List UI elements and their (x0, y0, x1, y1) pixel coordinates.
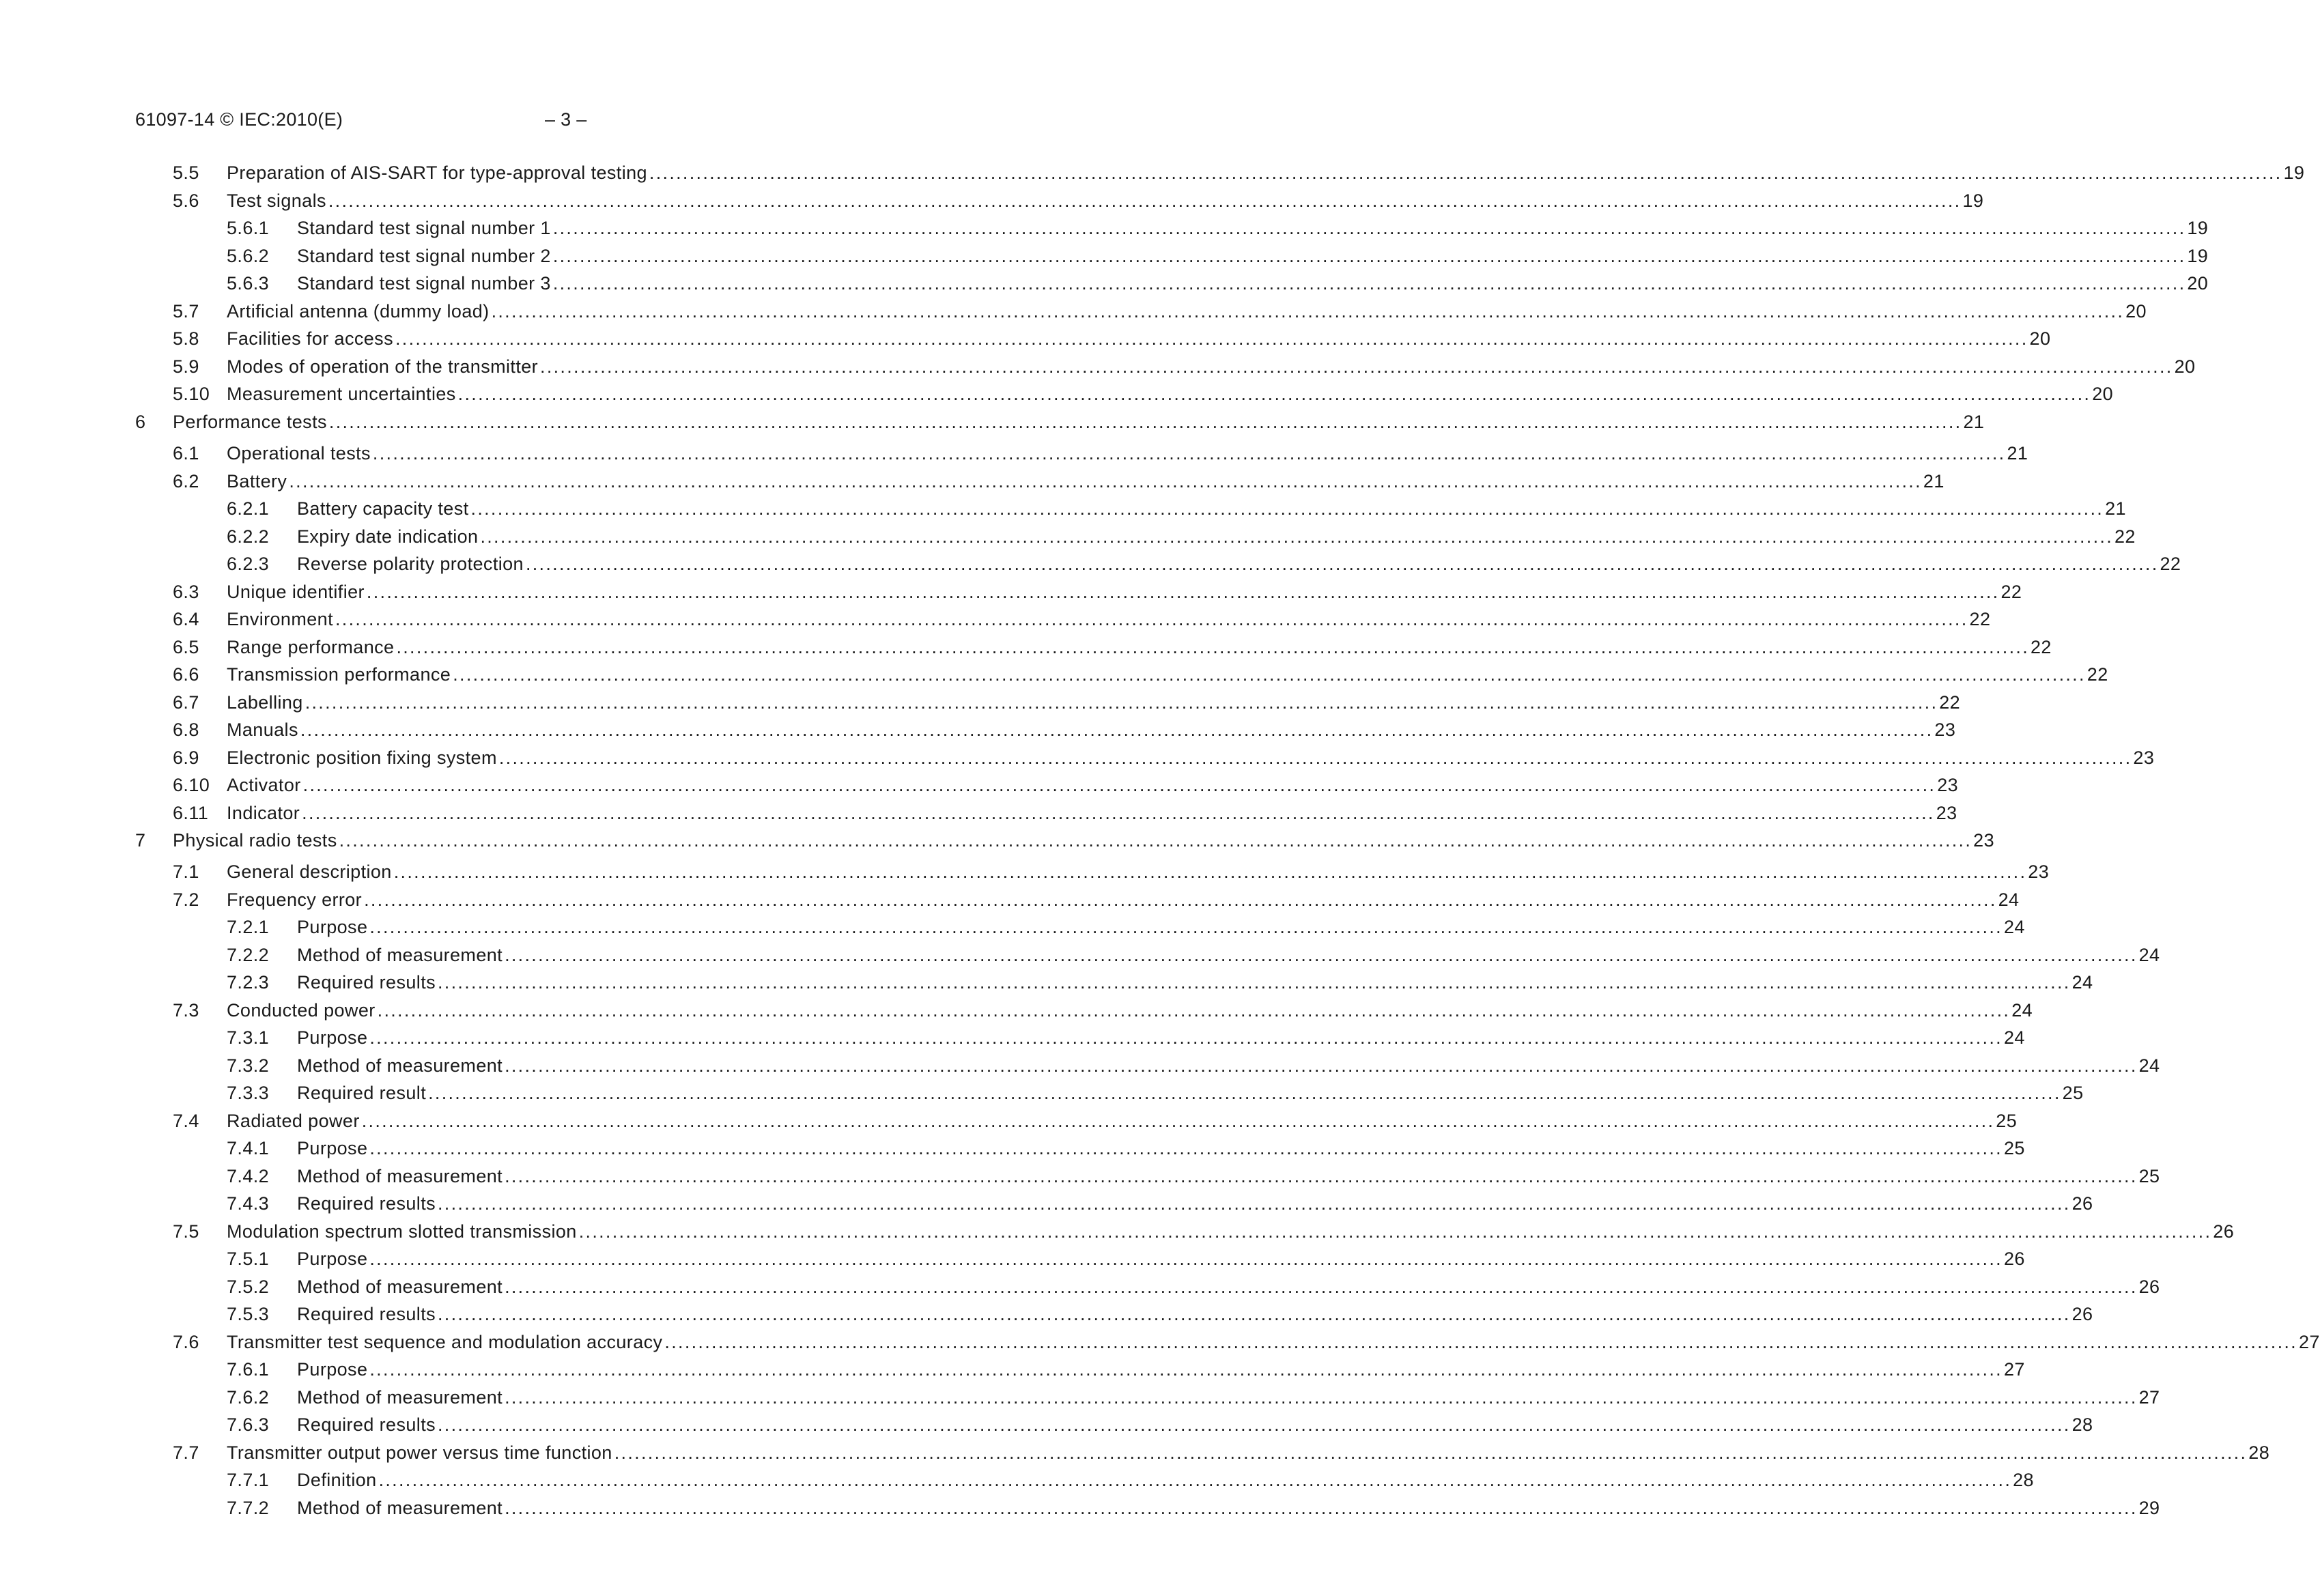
toc-entry-line (297, 1300, 2093, 1328)
toc-entry-line (227, 1328, 2320, 1356)
toc-entry-number: 7.1 (173, 861, 199, 882)
dot-leader: .................................................................................................................................................................................................................................................... (457, 384, 2091, 404)
toc-entry[interactable] (0, 523, 2136, 550)
toc-entry-number: 6.2.2 (227, 526, 270, 547)
toc-entry[interactable] (0, 1273, 2160, 1300)
toc-entry[interactable] (0, 1494, 2160, 1522)
dot-leader: .................................................................................................................................................................................................................................................... (328, 412, 1962, 432)
toc-entry-title: Required results (297, 1411, 438, 1438)
toc-entry[interactable] (0, 1439, 2270, 1466)
toc-entry[interactable] (0, 661, 2108, 688)
dot-leader: .................................................................................................................................................................................................................................................... (369, 1027, 2003, 1048)
toc-entry-page: 27 (2003, 1356, 2025, 1383)
toc-entry-number: 6.10 (173, 775, 210, 795)
toc-entry-number: 7.3.2 (227, 1055, 270, 1076)
toc-entry[interactable] (0, 1190, 2093, 1217)
toc-entry-line (173, 408, 1985, 436)
toc-entry-number: 7 (135, 830, 146, 851)
toc-entry-number: 7.3.3 (227, 1083, 270, 1103)
dot-leader: .................................................................................................................................................................................................................................................... (339, 830, 1972, 851)
toc-entry[interactable] (0, 550, 2181, 578)
toc-entry[interactable] (0, 1300, 2093, 1328)
toc-entry-title: Standard test signal number 3 (297, 270, 553, 297)
dot-leader: .................................................................................................................................................................................................................................................... (505, 1277, 2138, 1297)
toc-entry-number: 6.1 (173, 443, 199, 464)
dot-leader: .................................................................................................................................................................................................................................................... (302, 803, 1935, 823)
dot-leader: .................................................................................................................................................................................................................................................... (395, 328, 2028, 349)
toc-entry-title: Test signals (227, 187, 328, 214)
toc-entry-title: Standard test signal number 1 (297, 214, 553, 242)
toc-entry[interactable] (0, 605, 1991, 633)
toc-entry-title: Preparation of AIS-SART for type-approval testing (227, 159, 649, 186)
toc-entry-title: Performance tests (173, 408, 329, 436)
toc-entry-page: 26 (2071, 1300, 2093, 1328)
toc-entry-number: 5.6.1 (227, 218, 270, 238)
toc-entry-number: 7.5 (173, 1221, 199, 1242)
toc-entry[interactable] (0, 325, 2051, 352)
dot-leader: .................................................................................................................................................................................................................................................... (453, 664, 2086, 685)
toc-entry-number: 7.3.1 (227, 1027, 270, 1048)
toc-entry-number: 6.9 (173, 747, 199, 768)
toc-entry-title: Activator (227, 771, 303, 799)
toc-entry-line (297, 1384, 2160, 1411)
toc-entry[interactable] (0, 1052, 2160, 1079)
toc-entry-line (297, 1273, 2160, 1300)
toc-entry-number: 5.6.2 (227, 246, 270, 266)
dot-leader: .................................................................................................................................................................................................................................................... (393, 861, 2027, 882)
toc-entry-title: Definition (297, 1466, 379, 1494)
toc-entry-page: 22 (1968, 605, 1991, 633)
toc-entry-number: 7.5.2 (227, 1277, 270, 1297)
toc-entry-number: 5.9 (173, 356, 199, 377)
toc-entry[interactable] (0, 380, 2114, 408)
toc-entry-line (297, 1190, 2093, 1217)
dot-leader: .................................................................................................................................................................................................................................................... (438, 1193, 2071, 1214)
toc-entry-page: 27 (2297, 1328, 2320, 1356)
toc-entry-title: Physical radio tests (173, 827, 339, 854)
toc-entry-title: Conducted power (227, 997, 378, 1024)
toc-entry-line (227, 799, 1957, 827)
toc-entry-line (227, 298, 2147, 325)
dot-leader: .................................................................................................................................................................................................................................................... (302, 775, 1936, 795)
toc-entry[interactable] (0, 997, 2033, 1024)
toc-entry[interactable] (0, 1079, 2084, 1107)
toc-entry-line (297, 1052, 2160, 1079)
toc-entry-title: Required result (297, 1079, 428, 1107)
dot-leader: .................................................................................................................................................................................................................................................... (505, 1166, 2138, 1186)
dot-leader: .................................................................................................................................................................................................................................................... (377, 1000, 2011, 1021)
dot-leader: .................................................................................................................................................................................................................................................... (649, 162, 2282, 183)
toc-entry-title: Purpose (297, 1135, 369, 1162)
toc-entry-number: 5.10 (173, 384, 210, 404)
toc-entry[interactable] (0, 408, 1985, 436)
dot-leader: .................................................................................................................................................................................................................................................... (578, 1221, 2212, 1242)
dot-leader: .................................................................................................................................................................................................................................................... (305, 692, 1938, 713)
toc-entry-page: 20 (2185, 270, 2208, 297)
toc-entry-number: 6.2.3 (227, 554, 270, 574)
toc-entry-page: 25 (2138, 1163, 2160, 1190)
toc-entry-page: 21 (1922, 468, 1944, 495)
dot-leader: .................................................................................................................................................................................................................................................... (664, 1332, 2297, 1352)
toc-entry-page: 23 (1935, 799, 1957, 827)
toc-entry-title: Frequency error (227, 886, 364, 913)
toc-entry-page: 19 (2185, 214, 2208, 242)
toc-entry-page: 26 (2071, 1190, 2093, 1217)
toc-entry-page: 22 (2029, 633, 2052, 661)
toc-entry-title: Radiated power (227, 1107, 362, 1135)
toc-entry-line (227, 1218, 2235, 1245)
toc-entry[interactable] (0, 468, 1944, 495)
toc-entry-title: Environment (227, 605, 335, 633)
toc-entry-line (227, 353, 2196, 380)
toc-entry-number: 7.6.3 (227, 1414, 270, 1435)
toc-entry-line (227, 744, 2155, 771)
toc-entry-page: 21 (1962, 408, 1984, 436)
toc-entry-line (227, 380, 2114, 408)
toc-entry-number: 7.7.2 (227, 1498, 270, 1518)
toc-entry-title: Transmitter output power versus time function (227, 1439, 614, 1466)
toc-entry-number: 6.5 (173, 637, 199, 657)
toc-entry-title: Required results (297, 1300, 438, 1328)
toc-entry[interactable] (0, 270, 2209, 297)
toc-entry[interactable] (0, 495, 2126, 522)
toc-entry-page: 19 (2185, 242, 2208, 270)
dot-leader: .................................................................................................................................................................................................................................................... (335, 609, 1968, 629)
toc-entry-page: 27 (2138, 1384, 2160, 1411)
toc-entry-page: 20 (2091, 380, 2113, 408)
toc-entry-title: Manuals (227, 716, 300, 743)
toc-entry-number: 5.5 (173, 162, 199, 183)
toc-entry-line (297, 1411, 2093, 1438)
toc-entry-number: 5.8 (173, 328, 199, 349)
toc-entry-page: 25 (1994, 1107, 2017, 1135)
toc-entry[interactable] (0, 1466, 2034, 1494)
toc-entry[interactable] (0, 1218, 2235, 1245)
toc-entry-number: 7.4.1 (227, 1138, 270, 1158)
toc-entry[interactable] (0, 1356, 2025, 1383)
toc-entry-number: 6 (135, 412, 146, 432)
toc-entry-line (227, 633, 2052, 661)
toc-entry-title: Transmission performance (227, 661, 453, 688)
dot-leader: .................................................................................................................................................................................................................................................... (369, 1359, 2003, 1380)
toc-entry-number: 7.6 (173, 1332, 199, 1352)
toc-entry-page: 23 (1933, 716, 1955, 743)
toc-entry-title: Purpose (297, 1356, 369, 1383)
toc-entry[interactable] (0, 633, 2052, 661)
toc-entry-line (227, 689, 1961, 716)
toc-entry-title: Measurement uncertainties (227, 380, 458, 408)
toc-entry[interactable] (0, 913, 2025, 941)
toc-entry[interactable] (0, 689, 1961, 716)
toc-entry-page: 24 (2003, 913, 2025, 941)
toc-entry-line (227, 468, 1944, 495)
toc-entry[interactable] (0, 298, 2147, 325)
toc-entry[interactable] (0, 858, 2050, 885)
toc-entry-page: 24 (2138, 1052, 2160, 1079)
toc-entry-title: Method of measurement (297, 941, 505, 969)
page-number: – 3 – (545, 109, 587, 130)
toc-entry-line (297, 1163, 2160, 1190)
toc-entry[interactable] (0, 159, 2305, 186)
toc-entry-page: 24 (2010, 997, 2033, 1024)
toc-entry-title: Electronic position fixing system (227, 744, 499, 771)
toc-entry-line (297, 550, 2181, 578)
toc-entry-line (227, 187, 1984, 214)
toc-entry-page: 22 (2113, 523, 2136, 550)
dot-leader: .................................................................................................................................................................................................................................................... (369, 917, 2003, 937)
dot-leader: .................................................................................................................................................................................................................................................... (396, 637, 2029, 657)
dot-leader: .................................................................................................................................................................................................................................................... (366, 582, 2000, 602)
dot-leader: .................................................................................................................................................................................................................................................... (614, 1442, 2248, 1463)
toc-entry-page: 24 (2003, 1024, 2025, 1051)
dot-leader: .................................................................................................................................................................................................................................................... (540, 356, 2173, 377)
toc-entry-page: 24 (1997, 886, 2020, 913)
dot-leader: .................................................................................................................................................................................................................................................... (498, 747, 2132, 768)
toc-entry-number: 7.3 (173, 1000, 199, 1021)
toc-entry-line (227, 1107, 2018, 1135)
toc-entry-title: Standard test signal number 2 (297, 242, 553, 270)
toc-entry-line (173, 827, 1995, 854)
dot-leader: .................................................................................................................................................................................................................................................... (289, 471, 1922, 491)
toc-entry-title: Expiry date indication (297, 523, 480, 550)
toc-entry-page: 24 (2071, 969, 2093, 996)
toc-entry-title: Battery (227, 468, 289, 495)
toc-entry-title: Unique identifier (227, 578, 367, 605)
dot-leader: .................................................................................................................................................................................................................................................... (505, 1387, 2138, 1408)
toc-entry-number: 7.6.2 (227, 1387, 270, 1408)
dot-leader: .................................................................................................................................................................................................................................................... (552, 218, 2186, 238)
toc-entry-line (227, 325, 2051, 352)
toc-entry-title: Method of measurement (297, 1052, 505, 1079)
toc-entry-line (297, 523, 2136, 550)
toc-entry-line (297, 1135, 2025, 1162)
toc-entry-page: 28 (2071, 1411, 2093, 1438)
toc-entry-page: 20 (2124, 298, 2147, 325)
dot-leader: .................................................................................................................................................................................................................................................... (470, 498, 2104, 519)
toc-entry-number: 7.2.3 (227, 972, 270, 993)
toc-entry-line (297, 1356, 2025, 1383)
toc-entry-page: 24 (2138, 941, 2160, 969)
toc-entry-line (227, 440, 2028, 467)
toc-entry[interactable] (0, 941, 2160, 969)
toc-entry-line (297, 495, 2126, 522)
dot-leader: .................................................................................................................................................................................................................................................... (438, 1414, 2071, 1435)
toc-entry-line (227, 771, 1959, 799)
toc-entry[interactable] (0, 440, 2028, 467)
toc-entry-line (297, 1245, 2025, 1272)
toc-entry-number: 7.7 (173, 1442, 199, 1463)
dot-leader: .................................................................................................................................................................................................................................................... (438, 1304, 2071, 1324)
toc-entry-page: 21 (2005, 440, 2028, 467)
toc-entry-line (297, 270, 2209, 297)
toc-entry-line (297, 1024, 2025, 1051)
dot-leader: .................................................................................................................................................................................................................................................... (505, 1498, 2138, 1518)
toc-entry[interactable] (0, 1135, 2025, 1162)
toc-entry-title: Facilities for access (227, 325, 395, 352)
toc-entry-page: 23 (2132, 744, 2154, 771)
toc-entry-number: 6.2.1 (227, 498, 270, 519)
toc-entry-page: 19 (1961, 187, 1983, 214)
toc-entry-page: 20 (2028, 325, 2051, 352)
toc-entry-number: 6.2 (173, 471, 199, 491)
toc-entry-line (297, 969, 2093, 996)
toc-entry-title: Purpose (297, 913, 369, 941)
toc-entry-page: 23 (1936, 771, 1958, 799)
dot-leader: .................................................................................................................................................................................................................................................... (300, 719, 1934, 740)
toc-entry-line (227, 1439, 2270, 1466)
toc-entry[interactable] (0, 1163, 2160, 1190)
toc-entry-number: 6.3 (173, 582, 199, 602)
toc-entry[interactable] (0, 771, 1959, 799)
toc-entry-page: 26 (2003, 1245, 2025, 1272)
toc-entry[interactable] (0, 799, 1957, 827)
toc-entry-line (297, 941, 2160, 969)
toc-entry-title: Method of measurement (297, 1273, 505, 1300)
toc-entry-number: 7.2 (173, 889, 199, 910)
dot-leader: .................................................................................................................................................................................................................................................... (552, 273, 2186, 294)
toc-entry-title: Method of measurement (297, 1163, 505, 1190)
toc-entry-title: Purpose (297, 1024, 369, 1051)
toc-entry-title: Reverse polarity protection (297, 550, 526, 578)
toc-entry-number: 7.2.1 (227, 917, 270, 937)
toc-entry-line (297, 1466, 2034, 1494)
toc-entry[interactable] (0, 578, 2022, 605)
toc-entry-number: 7.2.2 (227, 945, 270, 965)
toc-entry-title: Method of measurement (297, 1494, 505, 1522)
toc-entry-number: 6.11 (173, 803, 209, 823)
toc-entry-page: 22 (2086, 661, 2108, 688)
toc-entry-number: 7.4 (173, 1111, 199, 1131)
toc-entry-page: 22 (2159, 550, 2181, 578)
toc-entry-title: Battery capacity test (297, 495, 471, 522)
toc-entry-number: 7.4.2 (227, 1166, 270, 1186)
toc-entry-number: 6.8 (173, 719, 199, 740)
toc-entry[interactable] (0, 1107, 2018, 1135)
toc-entry-page: 28 (2011, 1466, 2034, 1494)
toc-entry-page: 21 (2104, 495, 2126, 522)
toc-entry-title: Indicator (227, 799, 302, 827)
toc-entry-page: 28 (2247, 1439, 2269, 1466)
toc-entry-line (227, 605, 1991, 633)
dot-leader: .................................................................................................................................................................................................................................................... (552, 246, 2186, 266)
toc-entry-line (227, 997, 2033, 1024)
toc-entry-number: 5.6.3 (227, 273, 270, 294)
toc-entry[interactable] (0, 969, 2093, 996)
dot-leader: .................................................................................................................................................................................................................................................... (361, 1111, 1995, 1131)
toc-entry-line (297, 913, 2025, 941)
toc-entry-title: Modulation spectrum slotted transmission (227, 1218, 579, 1245)
toc-entry-title: Modes of operation of the transmitter (227, 353, 540, 380)
toc-entry-number: 7.7.1 (227, 1470, 270, 1490)
dot-leader: .................................................................................................................................................................................................................................................... (428, 1083, 2061, 1103)
toc-entry-title: Method of measurement (297, 1384, 505, 1411)
toc-entry[interactable] (0, 886, 2020, 913)
toc-entry-line (297, 214, 2209, 242)
toc-entry-line (227, 858, 2050, 885)
toc-entry-page: 25 (2061, 1079, 2084, 1107)
toc-entry[interactable] (0, 1024, 2025, 1051)
toc-entry-title: Purpose (297, 1245, 369, 1272)
toc-entry-title: Labelling (227, 689, 305, 716)
toc-entry-number: 5.6 (173, 190, 199, 211)
dot-leader: .................................................................................................................................................................................................................................................... (505, 945, 2138, 965)
document-identifier: 61097-14 © IEC:2010(E) (135, 109, 343, 130)
toc-entry-page: 19 (2282, 159, 2304, 186)
dot-leader: .................................................................................................................................................................................................................................................... (480, 526, 2114, 547)
toc-entry-page: 25 (2003, 1135, 2025, 1162)
toc-entry-line (297, 1494, 2160, 1522)
toc-entry-line (227, 578, 2022, 605)
toc-entry-title: Range performance (227, 633, 396, 661)
toc-entry-line (227, 661, 2108, 688)
toc-entry-title: General description (227, 858, 394, 885)
toc-entry-title: Required results (297, 1190, 438, 1217)
dot-leader: .................................................................................................................................................................................................................................................... (525, 554, 2159, 574)
toc-entry-title: Artificial antenna (dummy load) (227, 298, 492, 325)
dot-leader: .................................................................................................................................................................................................................................................... (372, 443, 2006, 464)
dot-leader: .................................................................................................................................................................................................................................................... (328, 190, 1962, 211)
toc-entry-number: 6.6 (173, 664, 199, 685)
toc-entry-page: 26 (2211, 1218, 2234, 1245)
toc-entry-number: 6.4 (173, 609, 199, 629)
toc-entry-number: 5.7 (173, 301, 199, 322)
toc-entry-page: 23 (1972, 827, 1994, 854)
toc-entry[interactable] (0, 1328, 2320, 1356)
toc-entry-line (297, 242, 2209, 270)
toc-entry-title: Required results (297, 969, 438, 996)
toc-entry-number: 7.5.3 (227, 1304, 270, 1324)
toc-entry-line (227, 716, 1956, 743)
toc-entry-line (227, 886, 2020, 913)
toc-entry-number: 7.6.1 (227, 1359, 270, 1380)
toc-entry-page: 26 (2138, 1273, 2160, 1300)
toc-entry-title: Transmitter test sequence and modulation accuracy (227, 1328, 664, 1356)
dot-leader: .................................................................................................................................................................................................................................................... (378, 1470, 2012, 1490)
dot-leader: .................................................................................................................................................................................................................................................... (491, 301, 2125, 322)
dot-leader: .................................................................................................................................................................................................................................................... (364, 889, 1997, 910)
toc-entry[interactable] (0, 1411, 2093, 1438)
toc-entry-title: Operational tests (227, 440, 373, 467)
dot-leader: .................................................................................................................................................................................................................................................... (369, 1138, 2003, 1158)
toc-entry[interactable] (0, 1384, 2160, 1411)
dot-leader: .................................................................................................................................................................................................................................................... (505, 1055, 2138, 1076)
toc-entry-page: 23 (2026, 858, 2049, 885)
toc-entry-number: 7.5.1 (227, 1249, 270, 1269)
toc-entry[interactable] (0, 214, 2209, 242)
toc-entry[interactable] (0, 187, 1984, 214)
toc-entry[interactable] (0, 242, 2209, 270)
toc-entry-number: 7.4.3 (227, 1193, 270, 1214)
toc-entry[interactable] (0, 744, 2155, 771)
dot-leader: .................................................................................................................................................................................................................................................... (369, 1249, 2003, 1269)
toc-entry-page: 29 (2138, 1494, 2160, 1522)
toc-entry-page: 20 (2173, 353, 2196, 380)
toc-entry[interactable] (0, 1245, 2025, 1272)
toc-entry[interactable] (0, 827, 1995, 854)
toc-entry-line (227, 159, 2305, 186)
toc-entry-page: 22 (1938, 689, 1960, 716)
toc-entry[interactable] (0, 716, 1956, 743)
toc-entry-number: 6.7 (173, 692, 199, 713)
toc-entry-line (297, 1079, 2084, 1107)
toc-entry[interactable] (0, 353, 2196, 380)
dot-leader: .................................................................................................................................................................................................................................................... (438, 972, 2071, 993)
toc-entry-page: 22 (1999, 578, 2022, 605)
